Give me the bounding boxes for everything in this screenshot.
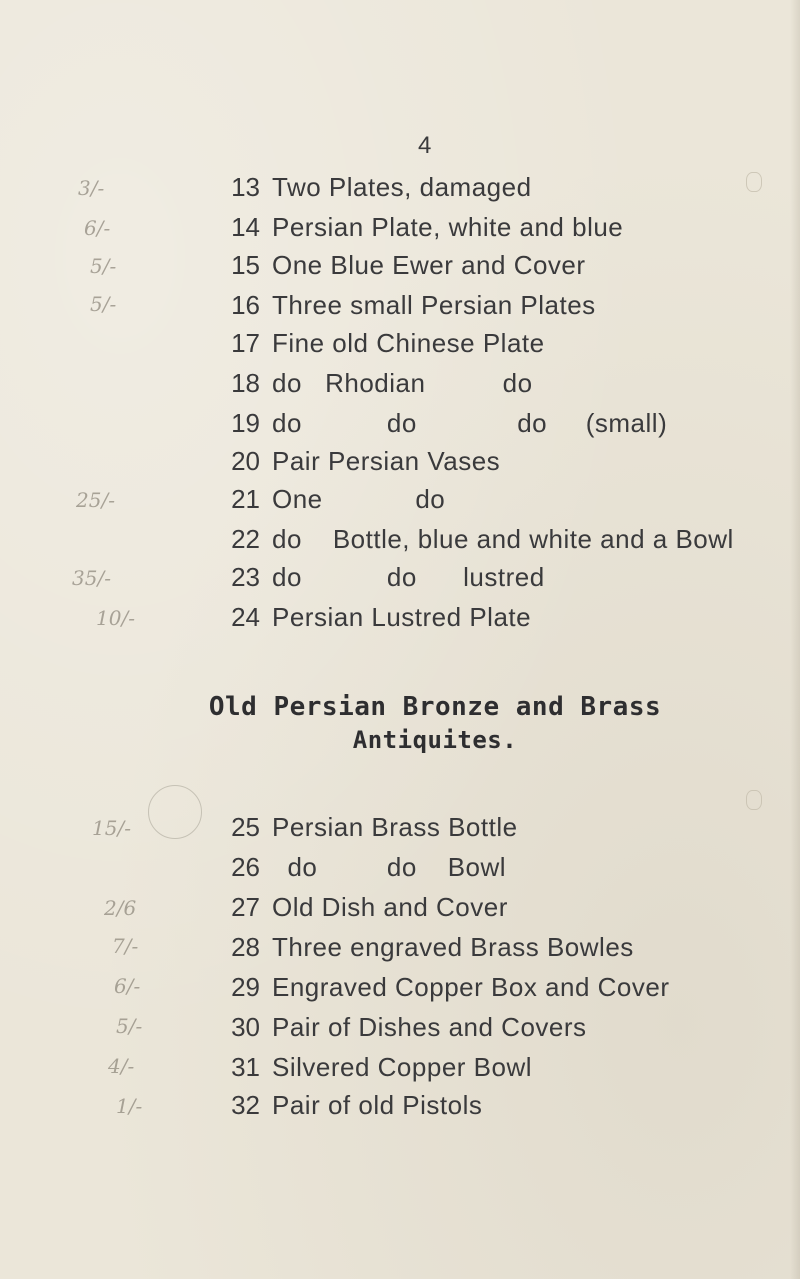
lot-description: Persian Plate, white and blue bbox=[272, 212, 624, 242]
margin-note-25: 15/- bbox=[92, 816, 131, 840]
lot-description: do Rhodian do bbox=[272, 368, 533, 398]
lot-description: One Blue Ewer and Cover bbox=[272, 250, 586, 280]
lot-number: 15 bbox=[231, 250, 260, 280]
lot-number: 25 bbox=[231, 812, 260, 842]
lot-row bbox=[0, 250, 800, 284]
lot-description: Engraved Copper Box and Cover bbox=[272, 972, 670, 1002]
margin-note-23: 35/- bbox=[72, 566, 111, 590]
lot-number: 20 bbox=[231, 446, 260, 476]
lot-row bbox=[0, 1090, 800, 1124]
lot-description: do do lustred bbox=[272, 562, 545, 592]
margin-note-31: 4/- bbox=[108, 1054, 135, 1078]
lot-number: 17 bbox=[231, 328, 260, 358]
lot-number: 22 bbox=[231, 524, 260, 554]
margin-note-28: 7/- bbox=[112, 934, 139, 958]
lot-number: 28 bbox=[231, 932, 260, 962]
lot-number: 29 bbox=[231, 972, 260, 1002]
lot-row bbox=[0, 852, 800, 886]
lot-number: 21 bbox=[231, 484, 260, 514]
margin-note-32: 1/- bbox=[116, 1094, 143, 1118]
lot-row bbox=[0, 562, 800, 596]
lot-number: 32 bbox=[231, 1090, 260, 1120]
margin-note-14: 6/- bbox=[84, 216, 111, 240]
lot-number: 30 bbox=[231, 1012, 260, 1042]
lot-number: 31 bbox=[231, 1052, 260, 1082]
lot-description: Old Dish and Cover bbox=[272, 892, 508, 922]
page-edge-shadow bbox=[790, 0, 800, 1279]
lot-number: 14 bbox=[231, 212, 260, 242]
lot-number: 27 bbox=[231, 892, 260, 922]
lot-row bbox=[0, 368, 800, 402]
lot-row bbox=[0, 972, 800, 1006]
margin-note-24: 10/- bbox=[96, 606, 135, 630]
lot-description: do Bottle, blue and white and a Bowl bbox=[272, 524, 734, 554]
lot-row bbox=[0, 446, 800, 480]
lot-number: 18 bbox=[231, 368, 260, 398]
lot-description: do do do (small) bbox=[272, 408, 668, 438]
paper-blemish bbox=[746, 790, 762, 810]
lot-row bbox=[0, 602, 800, 636]
margin-note-13: 3/- bbox=[78, 176, 105, 200]
lot-row bbox=[0, 932, 800, 966]
lot-description: Silvered Copper Bowl bbox=[272, 1052, 533, 1082]
lot-row bbox=[0, 290, 800, 324]
margin-note-15: 5/- bbox=[90, 254, 117, 278]
lot-number: 26 bbox=[231, 852, 260, 882]
lot-row bbox=[0, 812, 800, 846]
lot-description: Three engraved Brass Bowles bbox=[272, 932, 634, 962]
lot-row bbox=[0, 892, 800, 926]
section-heading: Old Persian Bronze and Brass bbox=[208, 692, 662, 722]
lot-row bbox=[0, 212, 800, 246]
lot-row bbox=[0, 1052, 800, 1086]
lot-description: One do bbox=[272, 484, 446, 514]
lot-number: 24 bbox=[231, 602, 260, 632]
lot-description: Persian Lustred Plate bbox=[272, 602, 532, 632]
lot-row bbox=[0, 1012, 800, 1046]
lot-row bbox=[0, 172, 800, 206]
lot-description: Pair Persian Vases bbox=[272, 446, 501, 476]
margin-note-16: 5/- bbox=[90, 292, 117, 316]
lot-row bbox=[0, 484, 800, 518]
margin-note-21: 25/- bbox=[76, 488, 115, 512]
lot-description: Fine old Chinese Plate bbox=[272, 328, 545, 358]
margin-note-29: 6/- bbox=[114, 974, 141, 998]
page-number: 4 bbox=[418, 132, 433, 159]
section-subheading: Antiquites. bbox=[352, 726, 518, 754]
margin-note-30: 5/- bbox=[116, 1014, 143, 1038]
lot-number: 13 bbox=[231, 172, 260, 202]
lot-number: 19 bbox=[231, 408, 260, 438]
lot-description: Persian Brass Bottle bbox=[272, 812, 518, 842]
lot-description: Two Plates, damaged bbox=[272, 172, 532, 202]
margin-note-27: 2/6 bbox=[104, 896, 137, 920]
lot-description: do do Bowl bbox=[272, 852, 507, 882]
lot-row bbox=[0, 408, 800, 442]
lot-number: 23 bbox=[231, 562, 260, 592]
lot-number: 16 bbox=[231, 290, 260, 320]
lot-description: Three small Persian Plates bbox=[272, 290, 596, 320]
lot-description: Pair of Dishes and Covers bbox=[272, 1012, 587, 1042]
lot-description: Pair of old Pistols bbox=[272, 1090, 483, 1120]
lot-row bbox=[0, 524, 800, 558]
lot-row bbox=[0, 328, 800, 362]
